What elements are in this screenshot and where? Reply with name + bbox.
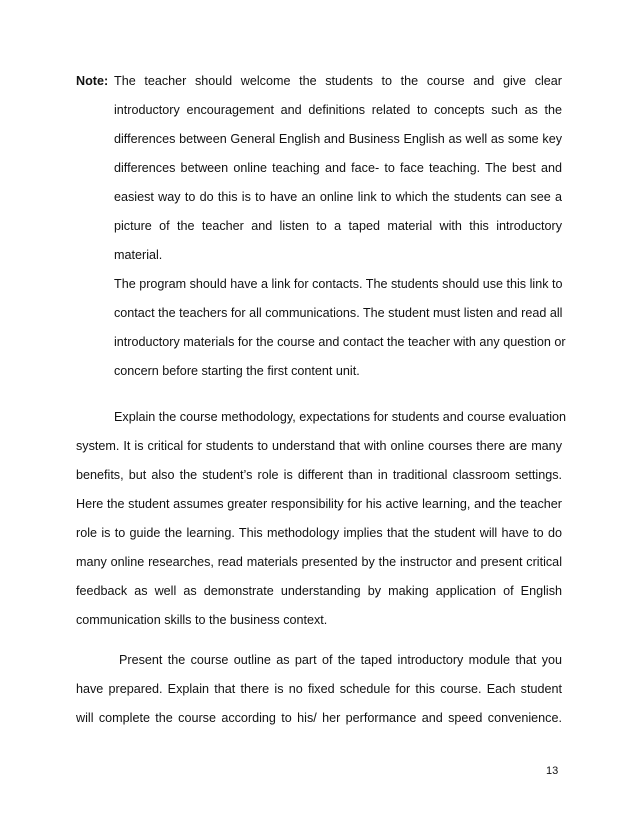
methodology-line: feedback as well as demonstrate understanding by making application of English — [76, 584, 562, 598]
note-line: The teacher should welcome the students to the course and give clear — [114, 74, 562, 88]
methodology-line: communication skills to the business context. — [76, 613, 328, 627]
note-label: Note: — [76, 74, 109, 88]
outline-line: have prepared. Explain that there is no fixed schedule for this course. Each student — [76, 682, 562, 696]
note-line: differences between online teaching and face- to face teaching. The best and — [114, 161, 562, 175]
page-number: 13 — [546, 765, 559, 777]
methodology-line: Explain the course methodology, expectations for students and course evaluation — [114, 410, 567, 424]
outline-line: will complete the course according to his/ her performance and speed convenience. — [76, 711, 562, 725]
methodology-line: many online researches, read materials presented by the instructor and present critical — [76, 555, 562, 569]
note-line: introductory materials for the course and contact the teacher with any question or — [114, 335, 566, 349]
note-line: contact the teachers for all communications. The student must listen and read all — [114, 306, 563, 320]
note-line: concern before starting the first content unit. — [114, 364, 360, 378]
note-line: introductory encouragement and definitions related to concepts such as the — [114, 103, 562, 117]
note-line: easiest way to do this is to have an online link to which the students can see a — [114, 190, 562, 204]
outline-line: Present the course outline as part of the taped introductory module that you — [119, 653, 562, 667]
note-line: differences between General English and Business English as well as some key — [114, 132, 562, 146]
note-line: picture of the teacher and listen to a taped material with this introductory — [114, 219, 562, 233]
methodology-line: benefits, but also the student’s role is different than in traditional classroom settings. — [76, 468, 562, 482]
methodology-line: system. It is critical for students to understand that with online courses there are many — [76, 439, 562, 453]
methodology-line: role is to guide the learning. This methodology implies that the student will have to do — [76, 526, 562, 540]
note-line: The program should have a link for contacts. The students should use this link to — [114, 277, 563, 291]
methodology-line: Here the student assumes greater responsibility for his active learning, and the teacher — [76, 497, 562, 511]
note-line: material. — [114, 248, 163, 262]
